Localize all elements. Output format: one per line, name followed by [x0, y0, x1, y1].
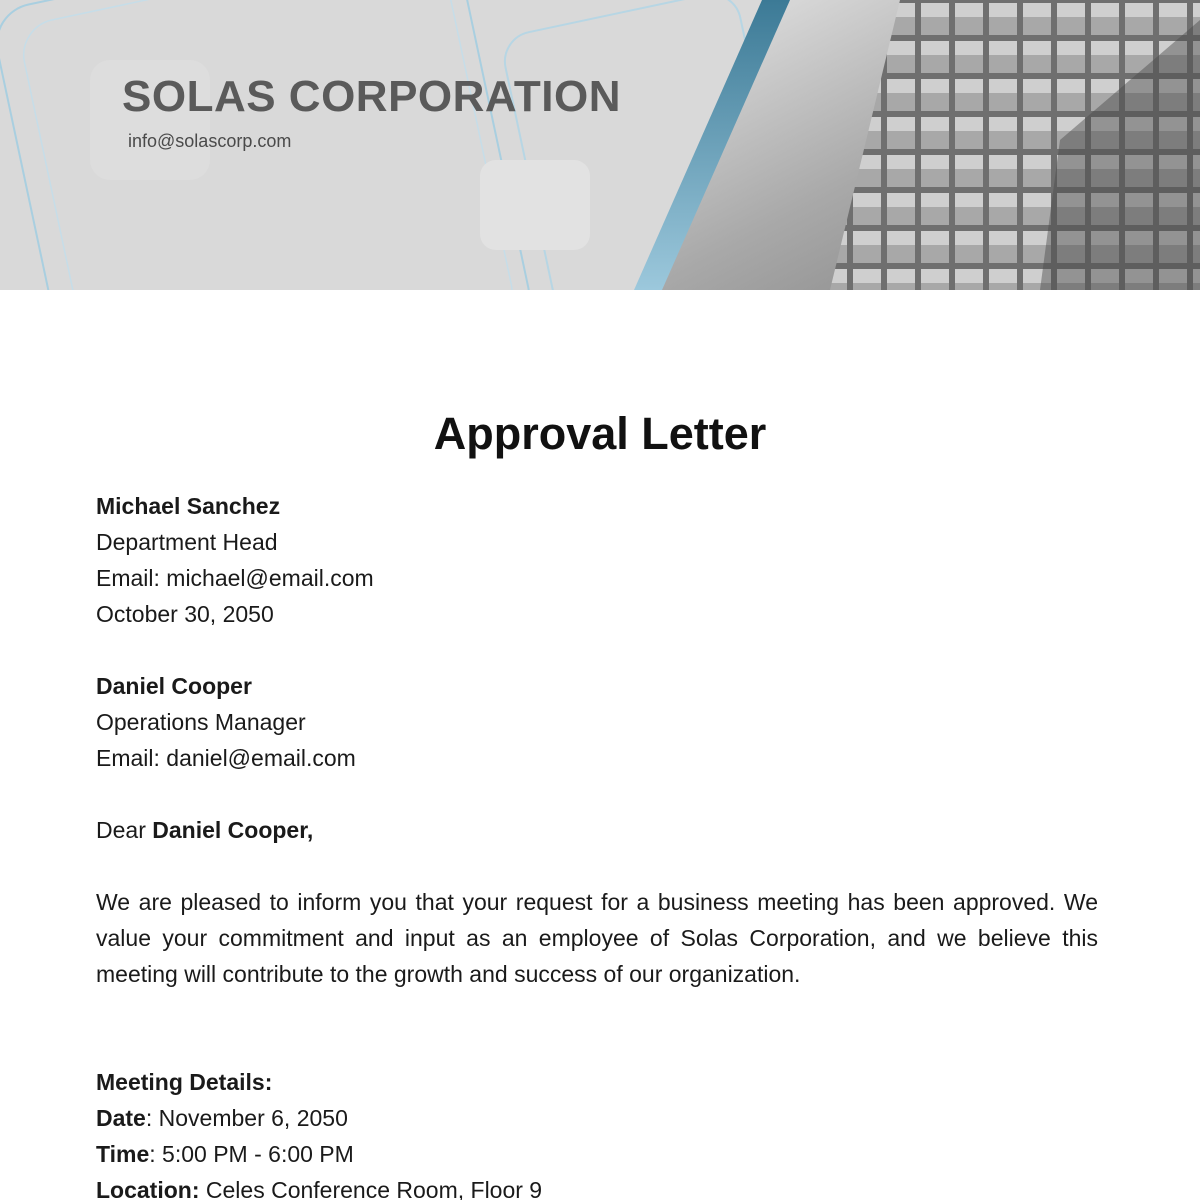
meeting-time-label: Time	[96, 1141, 150, 1167]
company-name: SOLAS CORPORATION	[122, 72, 622, 121]
salutation-prefix: Dear	[96, 817, 153, 843]
company-email: info@solascorp.com	[128, 131, 292, 151]
body-paragraph: We are pleased to inform you that your request for a business meeting has been approved. We value your commitment and input as an employee of Solas Corporation, and we believe this meeting will contribute to the growth and success of our organization.	[96, 889, 1098, 987]
letterhead-banner	[0, 0, 1200, 290]
meeting-location-label: Location:	[96, 1177, 200, 1200]
recipient-block	[96, 668, 1098, 776]
meeting-location-value: Celes Conference Room, Floor 9	[199, 1177, 543, 1200]
sender-name: Michael Sanchez	[96, 493, 281, 519]
sender-position: Department Head	[96, 529, 278, 555]
recipient-email: Email: daniel@email.com	[96, 745, 356, 771]
recipient-name: Daniel Cooper	[96, 673, 252, 699]
recipient-position: Operations Manager	[96, 709, 306, 735]
salutation-name: Daniel Cooper,	[152, 817, 314, 843]
meeting-date-value: : November 6, 2050	[145, 1105, 348, 1131]
meeting-details-heading: Meeting Details:	[96, 1069, 273, 1095]
letter-date: October 30, 2050	[96, 601, 274, 627]
sender-block	[96, 488, 1098, 632]
document-title: Approval Letter	[433, 408, 767, 459]
meeting-details	[96, 1064, 1098, 1200]
meeting-time-value: : 5:00 PM - 6:00 PM	[149, 1141, 354, 1167]
salutation	[96, 812, 1098, 848]
sender-email: Email: michael@email.com	[96, 565, 374, 591]
meeting-date-label: Date	[96, 1105, 146, 1131]
